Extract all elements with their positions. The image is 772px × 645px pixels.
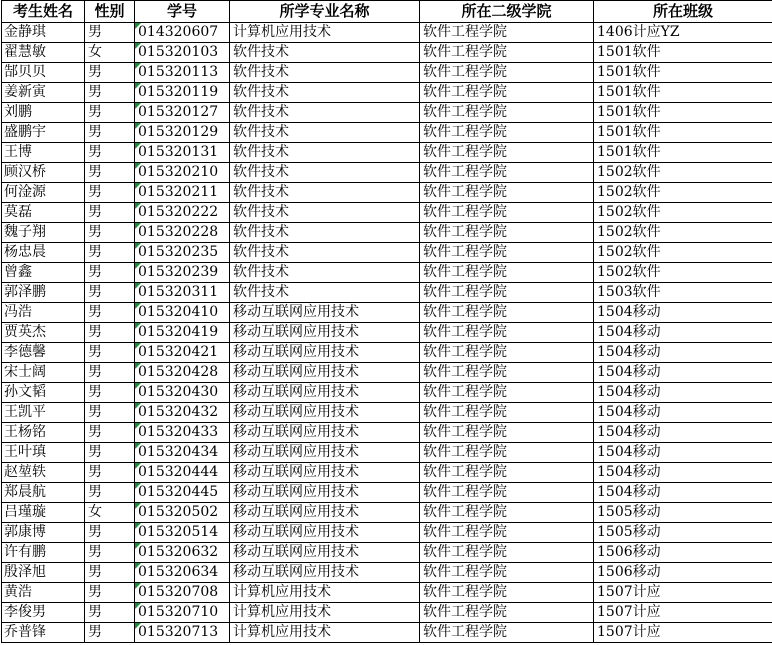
cell-student-id[interactable]: 015320113	[135, 63, 230, 83]
cell-gender[interactable]: 男	[85, 423, 135, 443]
table-row	[2, 83, 772, 103]
table-row	[2, 123, 772, 143]
cell-college[interactable]: 软件工程学院	[420, 523, 594, 543]
cell-gender[interactable]: 女	[85, 43, 135, 63]
table-row	[2, 263, 772, 283]
cell-college[interactable]: 软件工程学院	[420, 483, 594, 503]
cell-name[interactable]: 郜贝贝	[2, 63, 85, 83]
cell-student-id[interactable]: 015320502	[135, 503, 230, 523]
table-body	[2, 23, 772, 643]
cell-gender[interactable]: 男	[85, 223, 135, 243]
cell-student-id[interactable]: 015320211	[135, 183, 230, 203]
table-row	[2, 383, 772, 403]
cell-gender[interactable]: 男	[85, 63, 135, 83]
table-row	[2, 543, 772, 563]
cell-major[interactable]: 移动互联网应用技术	[230, 483, 420, 503]
cell-name[interactable]: 顾汉桥	[2, 163, 85, 183]
cell-class[interactable]: 1504移动	[594, 443, 772, 463]
cell-college[interactable]: 软件工程学院	[420, 283, 594, 303]
cell-gender[interactable]: 男	[85, 403, 135, 423]
cell-class[interactable]: 1501软件	[594, 83, 772, 103]
cell-student-id[interactable]: 015320311	[135, 283, 230, 303]
table-row	[2, 523, 772, 543]
cell-major[interactable]: 软件技术	[230, 223, 420, 243]
table-row	[2, 243, 772, 263]
cell-student-id[interactable]: 015320222	[135, 203, 230, 223]
header-class[interactable]: 所在班级	[594, 1, 772, 23]
cell-gender[interactable]: 男	[85, 383, 135, 403]
cell-student-id[interactable]: 015320713	[135, 623, 230, 643]
cell-class[interactable]: 1504移动	[594, 463, 772, 483]
table-row	[2, 463, 772, 483]
cell-name[interactable]: 姜新寅	[2, 83, 85, 103]
cell-student-id[interactable]: 015320129	[135, 123, 230, 143]
table-row	[2, 483, 772, 503]
cell-major[interactable]: 软件技术	[230, 163, 420, 183]
table-row	[2, 423, 772, 443]
cell-name[interactable]: 李德馨	[2, 343, 85, 363]
cell-name[interactable]: 莫磊	[2, 203, 85, 223]
cell-college[interactable]: 软件工程学院	[420, 623, 594, 643]
table-row	[2, 183, 772, 203]
table-row	[2, 323, 772, 343]
cell-student-id[interactable]: 015320421	[135, 343, 230, 363]
cell-name[interactable]: 赵堃轶	[2, 463, 85, 483]
cell-class[interactable]: 1504移动	[594, 383, 772, 403]
table-row	[2, 443, 772, 463]
cell-student-id[interactable]: 015320710	[135, 603, 230, 623]
cell-major[interactable]: 移动互联网应用技术	[230, 343, 420, 363]
cell-gender[interactable]: 男	[85, 143, 135, 163]
cell-name[interactable]: 金静琪	[2, 23, 85, 43]
cell-gender[interactable]: 男	[85, 183, 135, 203]
cell-major[interactable]: 移动互联网应用技术	[230, 463, 420, 483]
cell-name[interactable]: 冯浩	[2, 303, 85, 323]
student-table	[1, 0, 772, 643]
table-row	[2, 103, 772, 123]
cell-major[interactable]: 软件技术	[230, 123, 420, 143]
cell-name[interactable]: 王博	[2, 143, 85, 163]
cell-class[interactable]: 1507计应	[594, 623, 772, 643]
table-row	[2, 43, 772, 63]
cell-major[interactable]: 软件技术	[230, 143, 420, 163]
cell-gender[interactable]: 男	[85, 563, 135, 583]
cell-student-id[interactable]: 015320228	[135, 223, 230, 243]
cell-student-id[interactable]: 015320514	[135, 523, 230, 543]
cell-college[interactable]: 软件工程学院	[420, 323, 594, 343]
cell-class[interactable]: 1506移动	[594, 543, 772, 563]
cell-major[interactable]: 计算机应用技术	[230, 23, 420, 43]
cell-college[interactable]: 软件工程学院	[420, 543, 594, 563]
cell-student-id[interactable]: 015320434	[135, 443, 230, 463]
cell-class[interactable]: 1502软件	[594, 163, 772, 183]
table-row	[2, 603, 772, 623]
cell-name[interactable]: 盛鹏宇	[2, 123, 85, 143]
cell-name[interactable]: 孙文韬	[2, 383, 85, 403]
cell-gender[interactable]: 男	[85, 323, 135, 343]
cell-student-id[interactable]: 015320235	[135, 243, 230, 263]
cell-name[interactable]: 郑晨航	[2, 483, 85, 503]
cell-class[interactable]: 1504移动	[594, 343, 772, 363]
cell-class[interactable]: 1504移动	[594, 363, 772, 383]
cell-class[interactable]: 1506移动	[594, 563, 772, 583]
cell-major[interactable]: 软件技术	[230, 183, 420, 203]
cell-college[interactable]: 软件工程学院	[420, 203, 594, 223]
cell-class[interactable]: 1504移动	[594, 483, 772, 503]
cell-college[interactable]: 软件工程学院	[420, 383, 594, 403]
cell-college[interactable]: 软件工程学院	[420, 223, 594, 243]
cell-student-id[interactable]: 015320444	[135, 463, 230, 483]
cell-class[interactable]: 1504移动	[594, 403, 772, 423]
header-row	[2, 1, 772, 23]
cell-major[interactable]: 软件技术	[230, 243, 420, 263]
cell-major[interactable]: 计算机应用技术	[230, 603, 420, 623]
cell-major[interactable]: 移动互联网应用技术	[230, 403, 420, 423]
table-row	[2, 403, 772, 423]
cell-name[interactable]: 吕瑾璇	[2, 503, 85, 523]
cell-gender[interactable]: 男	[85, 123, 135, 143]
cell-major[interactable]: 移动互联网应用技术	[230, 303, 420, 323]
cell-name[interactable]: 殷泽旭	[2, 563, 85, 583]
cell-name[interactable]: 郭康博	[2, 523, 85, 543]
header-major[interactable]: 所学专业名称	[230, 1, 420, 23]
cell-class[interactable]: 1501软件	[594, 143, 772, 163]
cell-major[interactable]: 移动互联网应用技术	[230, 383, 420, 403]
cell-gender[interactable]: 男	[85, 83, 135, 103]
cell-student-id[interactable]: 015320410	[135, 303, 230, 323]
cell-class[interactable]: 1501软件	[594, 63, 772, 83]
cell-gender[interactable]: 男	[85, 443, 135, 463]
cell-college[interactable]: 软件工程学院	[420, 243, 594, 263]
table-row	[2, 563, 772, 583]
cell-gender[interactable]: 男	[85, 23, 135, 43]
cell-gender[interactable]: 男	[85, 543, 135, 563]
cell-gender[interactable]: 男	[85, 523, 135, 543]
cell-student-id[interactable]: 015320708	[135, 583, 230, 603]
cell-class[interactable]: 1507计应	[594, 603, 772, 623]
cell-major[interactable]: 软件技术	[230, 103, 420, 123]
cell-gender[interactable]: 男	[85, 363, 135, 383]
cell-major[interactable]: 移动互联网应用技术	[230, 423, 420, 443]
cell-major[interactable]: 移动互联网应用技术	[230, 563, 420, 583]
cell-name[interactable]: 何淦源	[2, 183, 85, 203]
cell-major[interactable]: 软件技术	[230, 263, 420, 283]
cell-college[interactable]: 软件工程学院	[420, 303, 594, 323]
table-row	[2, 63, 772, 83]
cell-gender[interactable]: 男	[85, 463, 135, 483]
cell-class[interactable]: 1507计应	[594, 583, 772, 603]
cell-college[interactable]: 软件工程学院	[420, 603, 594, 623]
table-row	[2, 203, 772, 223]
cell-major[interactable]: 移动互联网应用技术	[230, 323, 420, 343]
cell-name[interactable]: 李俊男	[2, 603, 85, 623]
table-row	[2, 23, 772, 43]
cell-gender[interactable]: 男	[85, 163, 135, 183]
cell-name[interactable]: 杨忠晨	[2, 243, 85, 263]
cell-class[interactable]: 1505移动	[594, 523, 772, 543]
table-row	[2, 343, 772, 363]
table-row	[2, 163, 772, 183]
cell-gender[interactable]: 男	[85, 343, 135, 363]
cell-class[interactable]: 1505移动	[594, 503, 772, 523]
cell-major[interactable]: 软件技术	[230, 83, 420, 103]
cell-student-id[interactable]: 015320634	[135, 563, 230, 583]
cell-student-id[interactable]: 015320433	[135, 423, 230, 443]
cell-name[interactable]: 贾英杰	[2, 323, 85, 343]
cell-college[interactable]: 软件工程学院	[420, 183, 594, 203]
cell-college[interactable]: 软件工程学院	[420, 83, 594, 103]
cell-class[interactable]: 1406计应YZ	[594, 23, 772, 43]
cell-class[interactable]: 1502软件	[594, 243, 772, 263]
cell-class[interactable]: 1502软件	[594, 223, 772, 243]
cell-college[interactable]: 软件工程学院	[420, 63, 594, 83]
cell-student-id[interactable]: 015320432	[135, 403, 230, 423]
cell-class[interactable]: 1502软件	[594, 203, 772, 223]
cell-name[interactable]: 郭泽鹏	[2, 283, 85, 303]
cell-class[interactable]: 1501软件	[594, 103, 772, 123]
cell-major[interactable]: 移动互联网应用技术	[230, 503, 420, 523]
cell-college[interactable]: 软件工程学院	[420, 343, 594, 363]
cell-college[interactable]: 软件工程学院	[420, 143, 594, 163]
cell-major[interactable]: 移动互联网应用技术	[230, 543, 420, 563]
cell-student-id[interactable]: 015320430	[135, 383, 230, 403]
cell-college[interactable]: 软件工程学院	[420, 463, 594, 483]
cell-college[interactable]: 软件工程学院	[420, 503, 594, 523]
cell-major[interactable]: 计算机应用技术	[230, 623, 420, 643]
cell-name[interactable]: 乔普锋	[2, 623, 85, 643]
cell-student-id[interactable]: 015320239	[135, 263, 230, 283]
cell-gender[interactable]: 男	[85, 263, 135, 283]
table-row	[2, 303, 772, 323]
cell-student-id[interactable]: 015320131	[135, 143, 230, 163]
cell-major[interactable]: 计算机应用技术	[230, 583, 420, 603]
cell-student-id[interactable]: 015320419	[135, 323, 230, 343]
header-gender[interactable]: 性别	[85, 1, 135, 23]
cell-gender[interactable]: 男	[85, 103, 135, 123]
table-row	[2, 283, 772, 303]
cell-gender[interactable]: 男	[85, 583, 135, 603]
cell-student-id[interactable]: 015320103	[135, 43, 230, 63]
cell-major[interactable]: 移动互联网应用技术	[230, 363, 420, 383]
cell-student-id[interactable]: 015320428	[135, 363, 230, 383]
cell-college[interactable]: 软件工程学院	[420, 423, 594, 443]
cell-college[interactable]: 软件工程学院	[420, 43, 594, 63]
cell-college[interactable]: 软件工程学院	[420, 563, 594, 583]
cell-college[interactable]: 软件工程学院	[420, 583, 594, 603]
cell-major[interactable]: 移动互联网应用技术	[230, 443, 420, 463]
header-student-id[interactable]: 学号	[135, 1, 230, 23]
cell-college[interactable]: 软件工程学院	[420, 123, 594, 143]
cell-gender[interactable]: 男	[85, 303, 135, 323]
cell-name[interactable]: 王叶瑱	[2, 443, 85, 463]
cell-class[interactable]: 1502软件	[594, 183, 772, 203]
cell-name[interactable]: 魏子翔	[2, 223, 85, 243]
cell-gender[interactable]: 女	[85, 503, 135, 523]
cell-gender[interactable]: 男	[85, 243, 135, 263]
cell-class[interactable]: 1504移动	[594, 423, 772, 443]
cell-name[interactable]: 宋士阔	[2, 363, 85, 383]
cell-gender[interactable]: 男	[85, 603, 135, 623]
cell-college[interactable]: 软件工程学院	[420, 403, 594, 423]
cell-student-id[interactable]: 015320127	[135, 103, 230, 123]
cell-college[interactable]: 软件工程学院	[420, 103, 594, 123]
cell-class[interactable]: 1504移动	[594, 303, 772, 323]
cell-name[interactable]: 曾鑫	[2, 263, 85, 283]
table-row	[2, 623, 772, 643]
cell-major[interactable]: 软件技术	[230, 43, 420, 63]
cell-student-id[interactable]: 015320119	[135, 83, 230, 103]
table-row	[2, 363, 772, 383]
cell-gender[interactable]: 男	[85, 283, 135, 303]
header-college[interactable]: 所在二级学院	[420, 1, 594, 23]
cell-class[interactable]: 1503软件	[594, 283, 772, 303]
cell-major[interactable]: 软件技术	[230, 63, 420, 83]
cell-college[interactable]: 软件工程学院	[420, 263, 594, 283]
header-name[interactable]: 考生姓名	[2, 1, 85, 23]
cell-college[interactable]: 软件工程学院	[420, 163, 594, 183]
cell-major[interactable]: 软件技术	[230, 203, 420, 223]
cell-college[interactable]: 软件工程学院	[420, 443, 594, 463]
cell-major[interactable]: 移动互联网应用技术	[230, 523, 420, 543]
cell-student-id[interactable]: 015320632	[135, 543, 230, 563]
cell-college[interactable]: 软件工程学院	[420, 23, 594, 43]
cell-student-id[interactable]: 015320445	[135, 483, 230, 503]
cell-gender[interactable]: 男	[85, 203, 135, 223]
cell-class[interactable]: 1501软件	[594, 43, 772, 63]
table-row	[2, 503, 772, 523]
table-row	[2, 583, 772, 603]
cell-name[interactable]: 刘鹏	[2, 103, 85, 123]
cell-gender[interactable]: 男	[85, 623, 135, 643]
cell-name[interactable]: 王凯平	[2, 403, 85, 423]
cell-major[interactable]: 软件技术	[230, 283, 420, 303]
table-row	[2, 223, 772, 243]
table-row	[2, 143, 772, 163]
cell-student-id[interactable]: 015320210	[135, 163, 230, 183]
cell-name[interactable]: 许有鹏	[2, 543, 85, 563]
cell-class[interactable]: 1504移动	[594, 323, 772, 343]
cell-class[interactable]: 1501软件	[594, 123, 772, 143]
cell-name[interactable]: 王杨铭	[2, 423, 85, 443]
cell-class[interactable]: 1502软件	[594, 263, 772, 283]
cell-name[interactable]: 翟慧敏	[2, 43, 85, 63]
cell-college[interactable]: 软件工程学院	[420, 363, 594, 383]
cell-gender[interactable]: 男	[85, 483, 135, 503]
cell-name[interactable]: 黄浩	[2, 583, 85, 603]
cell-student-id[interactable]: 014320607	[135, 23, 230, 43]
